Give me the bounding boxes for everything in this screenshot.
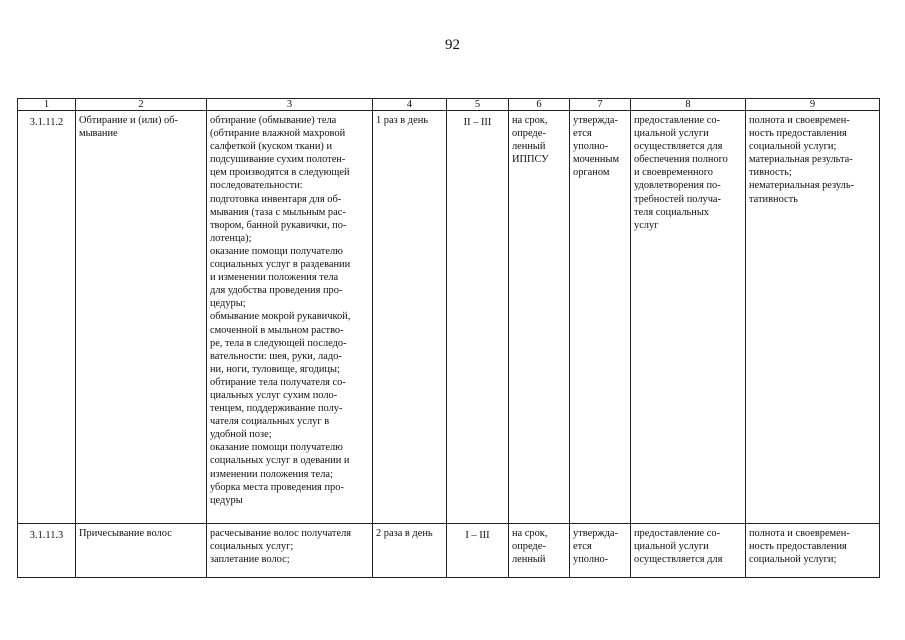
header-cell: 3 xyxy=(207,99,373,111)
service-name: Обтирание и (или) об- мывание xyxy=(76,111,207,524)
header-cell: 9 xyxy=(746,99,880,111)
service-conditions: предоставление со- циальной услуги осуществляется для обеспечения полного и своевременного удовлетворения по- требностей получа- теля социальных услуг xyxy=(631,111,746,524)
table-header-row xyxy=(18,99,880,111)
service-indicators: полнота и своевремен- ность предоставления социальной услуги; xyxy=(746,524,880,578)
service-code: 3.1.11.3 xyxy=(18,524,76,578)
service-approval: утвержда- ется уполно- xyxy=(570,524,631,578)
header-cell: 8 xyxy=(631,99,746,111)
services-table xyxy=(17,98,880,578)
header-cell: 5 xyxy=(447,99,509,111)
service-period: I – III xyxy=(447,524,509,578)
header-cell: 4 xyxy=(373,99,447,111)
table-row xyxy=(18,524,880,578)
service-code: 3.1.11.2 xyxy=(18,111,76,524)
service-frequency: 2 раза в день xyxy=(373,524,447,578)
service-indicators: полнота и своевремен- ность предоставления социальной услуги; материальная результа- тивность; нематериальная резуль- тативность xyxy=(746,111,880,524)
service-approval: утвержда- ется уполно- моченным органом xyxy=(570,111,631,524)
header-cell: 6 xyxy=(509,99,570,111)
service-conditions: предоставление со- циальной услуги осуществляется для xyxy=(631,524,746,578)
header-cell: 2 xyxy=(76,99,207,111)
table-row xyxy=(18,111,880,524)
service-frequency: 1 раз в день xyxy=(373,111,447,524)
service-period: II – III xyxy=(447,111,509,524)
service-description: обтирание (обмывание) тела (обтирание влажной махровой салфеткой (куском ткани) и подсушивание сухим полотен- цем производятся в следующей последовательности: подготовка инвентаря для об- мывания (таза с мыльным рас- твором, банной рукавички, по- лотенца); оказание помощи получателю социальных услуг в раздевании и изменении положения тела для удобства проведения про- цедуры; обмывание мокрой рукавичкой, смоченной в мыльном раство- ре, тела в следующей последо- вательности: шея, руки, ладо- ни, ноги, туловище, ягодицы; обтирание тела получателя со- циальных услуг сухим поло- тенцем, поддерживание полу- чателя социальных услуг в удобной позе; оказание помощи получателю социальных услуг в одевании и изменении положения тела; уборка места проведения про- цедуры xyxy=(207,111,373,524)
header-cell: 7 xyxy=(570,99,631,111)
service-term: на срок, опреде- ленный ИППСУ xyxy=(509,111,570,524)
service-description: расчесывание волос получателя социальных услуг; заплетание волос; xyxy=(207,524,373,578)
service-term: на срок, опреде- ленный xyxy=(509,524,570,578)
header-cell: 1 xyxy=(18,99,76,111)
service-name: Причесывание волос xyxy=(76,524,207,578)
page-number: 92 xyxy=(445,37,460,53)
